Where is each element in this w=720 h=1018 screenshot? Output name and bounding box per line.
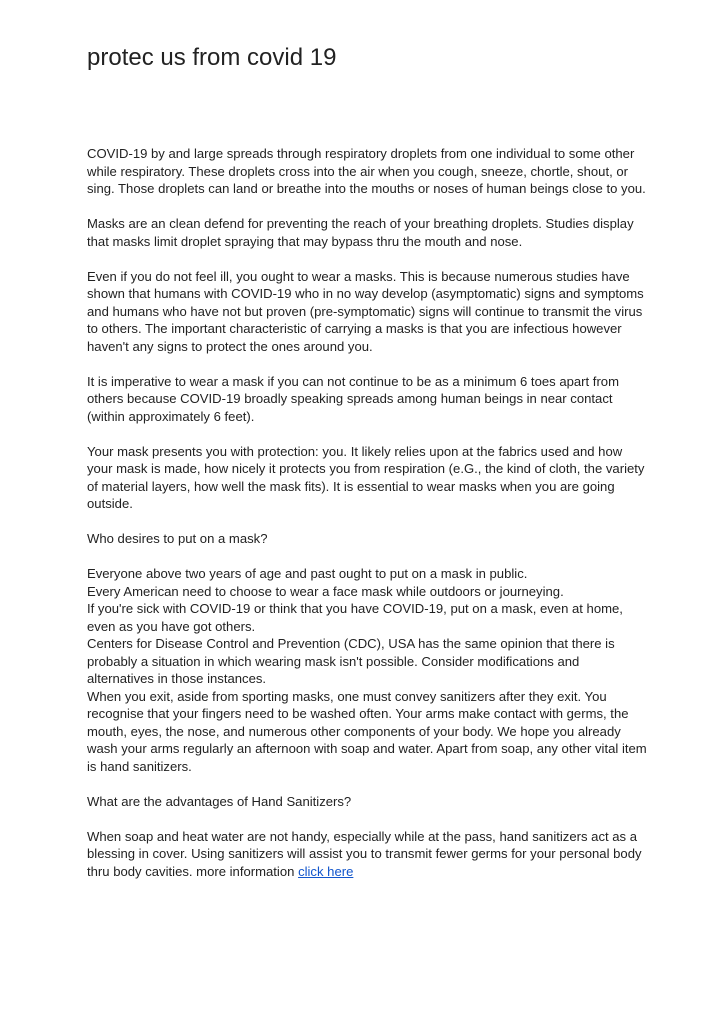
paragraph-asymptomatic: Even if you do not feel ill, you ought to wear a masks. This is because numerous studies have shown that humans with COVID-19 who in no way develop (asymptomatic) signs and symptoms and humans who have not but proven (pre-symptomatic) signs will continue to transmit the virus to others. The important characteristic of carrying a masks is that you are infectious however haven't any signs to protect the ones around you. bbox=[87, 268, 644, 354]
recommendations-list bbox=[87, 565, 647, 775]
sanitizers-text: When soap and heat water are not handy, especially while at the pass, hand sanitizers act as a blessing in cover. Using sanitizers will assist you to transmit fewer germs for your personal body thru body cavities. more information bbox=[87, 828, 642, 879]
paragraph-masks-defend: Masks are an clean defend for preventing the reach of your breathing droplets. Studies display that masks limit droplet spraying that may bypass thru the mouth and nose. bbox=[87, 216, 634, 249]
list-item: When you exit, aside from sporting masks, one must convey sanitizers after they exit. You recognise that your fingers need to be washed often. Your arms make contact with germs, the mouth, eyes, the nose, and numerous other components of your body. We hope you already wash your arms regularly an afternoon with soap and water. Apart from soap, any other vital item is hand sanitizers. bbox=[87, 688, 647, 774]
click-here-link[interactable]: click here bbox=[298, 863, 354, 879]
list-item: Every American need to choose to wear a face mask while outdoors or journeying. bbox=[87, 583, 564, 599]
question-sanitizer-advantages: What are the advantages of Hand Sanitizers? bbox=[87, 793, 352, 809]
list-item: Everyone above two years of age and past ought to put on a mask in public. bbox=[87, 566, 528, 581]
document-body bbox=[87, 145, 647, 898]
list-item: Centers for Disease Control and Prevention (CDC), USA has the same opinion that there is probably a situation in which wearing mask isn't possible. Consider modifications and alternatives in those instances. bbox=[87, 636, 615, 686]
paragraph-distance: It is imperative to wear a mask if you can not continue to be as a minimum 6 toes apart from others because COVID-19 broadly speaking spreads among human beings in near contact (within approximately 6 feet). bbox=[87, 373, 619, 424]
list-item: If you're sick with COVID-19 or think that you have COVID-19, put on a mask, even at home, even as you have got others. bbox=[87, 601, 623, 634]
paragraph-protection: Your mask presents you with protection: you. It likely relies upon at the fabrics used and how your mask is made, how nicely it protects you from respiration (e.G., the kind of cloth, the variety of material layers, how well the mask fits). It is essential to wear masks when you are going outside. bbox=[87, 443, 645, 511]
page-title: protec us from covid 19 bbox=[87, 44, 337, 71]
question-who-should-wear: Who desires to put on a mask? bbox=[87, 531, 268, 546]
paragraph-sanitizers bbox=[87, 828, 647, 881]
paragraph-transmission: COVID-19 by and large spreads through respiratory droplets from one individual to some other while respiratory. These droplets cross into the air when you cough, sneeze, chortle, shout, or sing. Those droplets can land or breathe into the mouths or noses of human beings close to you. bbox=[87, 146, 646, 196]
